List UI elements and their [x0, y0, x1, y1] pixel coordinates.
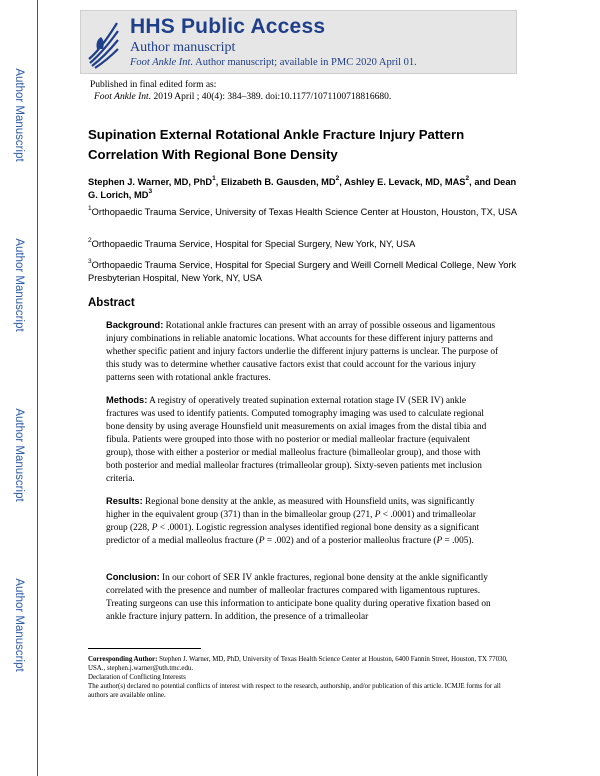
- sidebar-label: Author Manuscript: [13, 578, 25, 672]
- footnote-divider: [88, 648, 201, 649]
- footnotes: [88, 655, 508, 700]
- affiliation: $^3$Orthopaedic Trauma Service, Hospital for Special Surgery and Weill Cornell Medical College, New York Presbyterian Hospital, New York, NY, USA: [88, 257, 517, 283]
- abstract-results: Results: Regional bone density at the ankle, as measured with Hounsfield units, was significantly higher in the equivalent group (371) than in the bimalleolar group (271, P < .0001) and trimalleolar group (228, P < .0001). Logistic regression analyses identified regional bone density as a significant predictor of a medial malleolus fracture (P = .002) and of a posterior malleolus fracture (P = .005).: [106, 496, 480, 546]
- sidebar-label: Author Manuscript: [13, 238, 25, 332]
- hhs-eagle-logo-icon: [87, 19, 121, 69]
- publication-info: [90, 79, 391, 103]
- abstract-methods: Methods: A registry of operatively treated supination external rotation stage IV (SER IV) ankle fractures was used to identify patients. Computed tomography imaging was used to calculate regional bone density by using average Hounsfield unit measurements on axial images from the distal tibia and fibula. Patients were grouped into those with no posterior or medial malleolar fracture (equivalent group), those with either a posterior or medial malleolus fracture (bimalleolar group), and those with both posterior and medial malleolar fractures (trimalleolar group). Sixty-seven patients met inclusion criteria.: [106, 395, 487, 484]
- corresponding-author: Corresponding Author: Stephen J. Warner, MD, PhD, University of Texas Health Science Center at Houston, 6400 Fannin Street, Houston, TX 77030, USA., stephen.j.warner@uth.tmc.edu.: [88, 656, 508, 672]
- banner-availability: Foot Ankle Int. Author manuscript; available in PMC 2020 April 01.: [130, 57, 417, 68]
- sidebar: [0, 0, 38, 776]
- banner-title: HHS Public Access: [130, 15, 326, 38]
- author-list: Stephen J. Warner, MD, PhD$^1$, Elizabeth B. Gausden, $MD^2$, Ashley E. Levack, MD, MAS$^2$, and Dean G. Lorich, $MD^3$: [88, 174, 517, 200]
- article-title: Supination External Rotational Ankle Fracture Injury Pattern Correlation With Regional Bone Density: [88, 127, 465, 162]
- sidebar-label: Author Manuscript: [13, 68, 25, 162]
- affiliation: $^1$Orthopaedic Trauma Service, University of Texas Health Science Center at Houston, Houston, TX, USA: [88, 204, 518, 217]
- pubinfo-line1: Published in final edited form as:: [90, 80, 217, 90]
- banner-subtitle: Author manuscript: [130, 40, 236, 55]
- hhs-banner: [80, 10, 517, 74]
- sidebar-label: Author Manuscript: [13, 408, 25, 502]
- abstract-conclusion: Conclusion: In our cohort of SER IV ankle fractures, regional bone density at the ankle significantly correlated with the presence and number of malleolar fractures compared with ligamentous ruptures. Treating surgeons can use this information to anticipate bone quality during operative fixation based on ankle fracture injury pattern. In addition, the presence of a trimalleolar: [106, 572, 491, 622]
- declaration-heading: Declaration of Conflicting Interests: [88, 674, 186, 681]
- affiliation: $^2$Orthopaedic Trauma Service, Hospital for Special Surgery, New York, NY, USA: [88, 236, 416, 249]
- abstract-background: Background: Rotational ankle fractures can present with an array of possible osseous and ligamentous injury combinations in reliable anatomic locations. What accounts for these different injury patterns and whether specific patient and injury factors underlie the different injury patterns is unclear. The purpose of this study was to determine whether causative factors exist that could account for the various injury patterns seen with rotational ankle fractures.: [106, 320, 499, 383]
- declaration-text: The author(s) declared no potential conflicts of interest with respect to the research, authorship, and/or publication of this article. ICMJE forms for all authors are available online.: [88, 683, 501, 699]
- sidebar-rule: [37, 0, 38, 776]
- abstract-heading: Abstract: [88, 297, 135, 309]
- pubinfo-citation: Foot Ankle Int. 2019 April ; 40(4): 384–389. doi:10.1177/1071100718816680.: [94, 92, 392, 102]
